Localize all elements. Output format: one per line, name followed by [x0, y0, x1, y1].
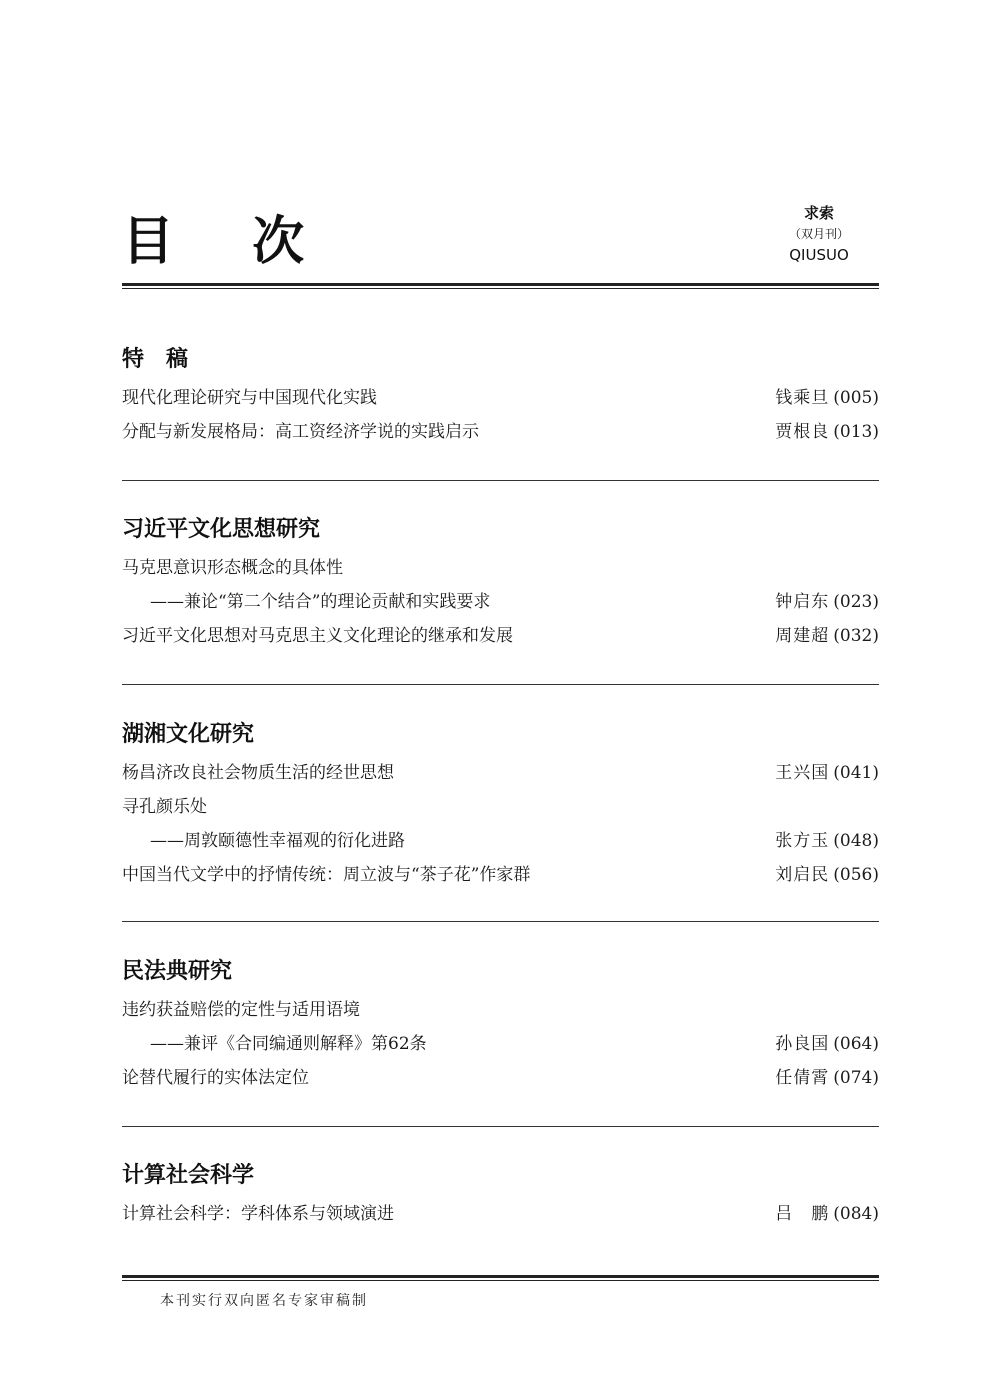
toc-entry[interactable] [122, 1197, 879, 1231]
toc-section [122, 515, 879, 653]
toc-entry[interactable] [122, 858, 879, 892]
toc-entry[interactable] [122, 381, 879, 415]
journal-masthead [759, 202, 879, 266]
section-title: 民法典研究 [122, 959, 233, 984]
toc-entry[interactable] [122, 756, 879, 790]
article-title: 寻孔颜乐处 [122, 797, 207, 817]
header-divider [122, 283, 879, 286]
article-page: (005) [833, 388, 879, 408]
article-title: 马克思意识形态概念的具体性 [122, 558, 343, 578]
article-author: 张方玉 [775, 831, 830, 851]
article-author: 钟启东 [775, 592, 830, 612]
journal-latin-name: QIUSUO [789, 246, 849, 264]
section-title: 湖湘文化研究 [122, 722, 255, 747]
section-divider [122, 684, 879, 685]
article-title: 现代化理论研究与中国现代化实践 [122, 388, 377, 408]
toc-entry[interactable] [122, 790, 879, 824]
article-author: 任倩霄 [775, 1068, 830, 1088]
toc-entry-subtitle[interactable] [122, 585, 879, 619]
toc-entry[interactable] [122, 993, 879, 1027]
article-subtitle: ——兼评《合同编通则解释》第62条 [150, 1034, 427, 1054]
article-page: (032) [833, 626, 879, 646]
article-author: 周建超 [775, 626, 830, 646]
article-page: (056) [833, 865, 879, 885]
article-title: 论替代履行的实体法定位 [122, 1068, 309, 1088]
article-title: 习近平文化思想对马克思主义文化理论的继承和发展 [122, 626, 513, 646]
article-title: 计算社会科学：学科体系与领域演进 [122, 1204, 394, 1224]
journal-name: 求索 [803, 204, 834, 222]
toc-header [122, 200, 879, 290]
article-page: (041) [833, 763, 879, 783]
article-author: 王兴国 [775, 763, 830, 783]
article-title: 违约获益赔偿的定性与适用语境 [122, 1000, 360, 1020]
journal-frequency: （双月刊） [788, 227, 849, 241]
article-page: (074) [833, 1068, 879, 1088]
footer-divider [122, 1275, 879, 1278]
section-divider [122, 480, 879, 481]
toc-entry-subtitle[interactable] [122, 824, 879, 858]
toc-entry[interactable] [122, 619, 879, 653]
article-author: 贾根良 [775, 422, 830, 442]
toc-section [122, 345, 879, 449]
article-title: 分配与新发展格局：高工资经济学说的实践启示 [122, 422, 479, 442]
article-author: 刘启民 [775, 865, 830, 885]
section-title: 习近平文化思想研究 [122, 517, 321, 542]
toc-section [122, 1161, 879, 1231]
section-divider [122, 921, 879, 922]
article-page: (048) [833, 831, 879, 851]
article-author: 钱乘旦 [775, 388, 830, 408]
article-page: (064) [833, 1034, 879, 1054]
section-title: 特 稿 [122, 347, 189, 372]
toc-entry[interactable] [122, 551, 879, 585]
article-subtitle: ——周敦颐德性幸福观的衍化进路 [150, 831, 405, 851]
article-author: 吕 鹏 [775, 1204, 830, 1224]
article-page: (084) [833, 1204, 879, 1224]
toc-entry[interactable] [122, 1061, 879, 1095]
toc-entry[interactable] [122, 415, 879, 449]
review-policy-note: 本刊实行双向匿名专家审稿制 [160, 1293, 368, 1309]
toc-section [122, 720, 879, 892]
section-title: 计算社会科学 [122, 1163, 255, 1188]
toc-section [122, 957, 879, 1095]
article-subtitle: ——兼论“第二个结合”的理论贡献和实践要求 [150, 592, 491, 612]
article-author: 孙良国 [775, 1034, 830, 1054]
article-page: (023) [833, 592, 879, 612]
toc-entry-subtitle[interactable] [122, 1027, 879, 1061]
section-divider [122, 1126, 879, 1127]
article-page: (013) [833, 422, 879, 442]
article-title: 中国当代文学中的抒情传统：周立波与“茶子花”作家群 [122, 865, 531, 885]
page-title: 目 次 [122, 212, 335, 272]
article-title: 杨昌济改良社会物质生活的经世思想 [122, 763, 394, 783]
